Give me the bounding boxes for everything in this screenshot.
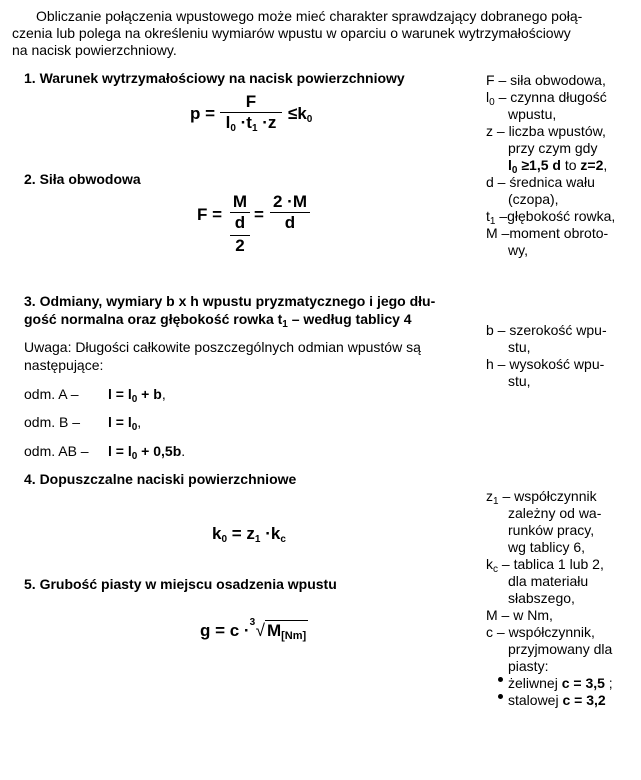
bullet-icon <box>498 694 503 699</box>
variant-b: odm. $B - l = l_0$, <box>24 414 142 433</box>
eq2-num2: 2 ·M <box>273 192 307 211</box>
eq2-den2: d <box>284 213 296 232</box>
intro-line-1: Obliczanie połączenia wpustowego może mieć charakter sprawdzający dobranego połą- <box>36 8 583 24</box>
variant-ab: odm. AB – $l = l_0 + 0,5b$. <box>24 443 186 462</box>
eq3: $k_0 = z_1 \cdot k_c$ <box>212 524 286 545</box>
eq1-fraction <box>220 92 282 133</box>
intro-line-2: czenia lub polega na określeniu wymiarów wpustu w oparciu o warunek wytrzymałościowy <box>12 25 571 41</box>
section-4-heading: 4. Dopuszczalne naciski powierzchniowe <box>24 471 297 487</box>
radicand: $M_{[Nm]}$ <box>266 621 307 642</box>
legend-variables-1: F – siła obwodowa, $l_0$ – czynna długość wpustu, z – liczba wpustów, przy czym gdy $l_0 \ge 1,5$ d to z=2, d – średnica wału (czopa), $t_1$ –głębokość rowka, M –moment obroto- wy, <box>486 72 616 258</box>
note-line-1: Uwaga: Długości całkowite poszczególnych odmian wpustów są <box>24 339 421 355</box>
variant-a: odm. $A - l = l_0 + b$, <box>24 386 166 405</box>
section-2-heading: 2. Siła obwodowa <box>24 171 141 187</box>
bullet-icon <box>498 677 503 682</box>
note-line-2: następujące: <box>24 357 104 373</box>
eq2-den1: d <box>234 213 246 232</box>
section-3-heading-line1: 3. Odmiany, wymiary b x h wpustu pryzmatycznego i jego dłu- <box>24 293 436 309</box>
eq4: g = c · 3 √ $M_{[Nm]}$ <box>200 617 307 642</box>
intro-paragraph <box>12 8 626 59</box>
bullet-steel: stalowej c = 3,2 <box>486 692 613 709</box>
eq1-rhs: $\le k_0$ <box>288 104 313 125</box>
legend-variables-3: $z_1$ – współczynnik zależny od wa- runków pracy, wg tablicy 6, $k_c$ – tablica 1 lub 2, dla materiału słabszego, M – w Nm, c – współczynnik, przyjmowany dla piasty: żeliwnej c = 3,5 ; stalowej c = 3,2 <box>486 488 613 708</box>
eq2-lhs: F = <box>197 205 223 224</box>
eq2-fraction-2 <box>270 192 310 233</box>
bullet-cast-iron: żeliwnej c = 3,5 ; <box>486 675 613 692</box>
section-1-heading: 1. Warunek wytrzymałościowy na nacisk powierzchniowy <box>24 70 405 86</box>
eq1-numerator: F <box>245 92 257 111</box>
section-3-heading-line2: gość normalna oraz głębokość rowka $t_1$ – według tablicy 4 <box>24 311 412 330</box>
eq1-denominator: $l_0 \cdot t_1 \cdot z$ <box>225 113 277 134</box>
eq2-den1b: 2 <box>235 236 245 255</box>
eq2-equals: = <box>254 205 264 224</box>
eq2-num1: M <box>232 192 248 211</box>
eq2-fraction-1 <box>230 192 250 256</box>
legend-variables-2: b – szerokość wpu- stu, h – wysokość wpu- stu, <box>486 322 607 389</box>
eq1-lhs: p = <box>190 104 216 123</box>
intro-line-3: na nacisk powierzchniowy. <box>12 42 177 58</box>
root-index: 3 <box>249 617 256 628</box>
section-5-heading: 5. Grubość piasty w miejscu osadzenia wpustu <box>24 576 337 592</box>
root-sign: √ <box>255 621 265 640</box>
